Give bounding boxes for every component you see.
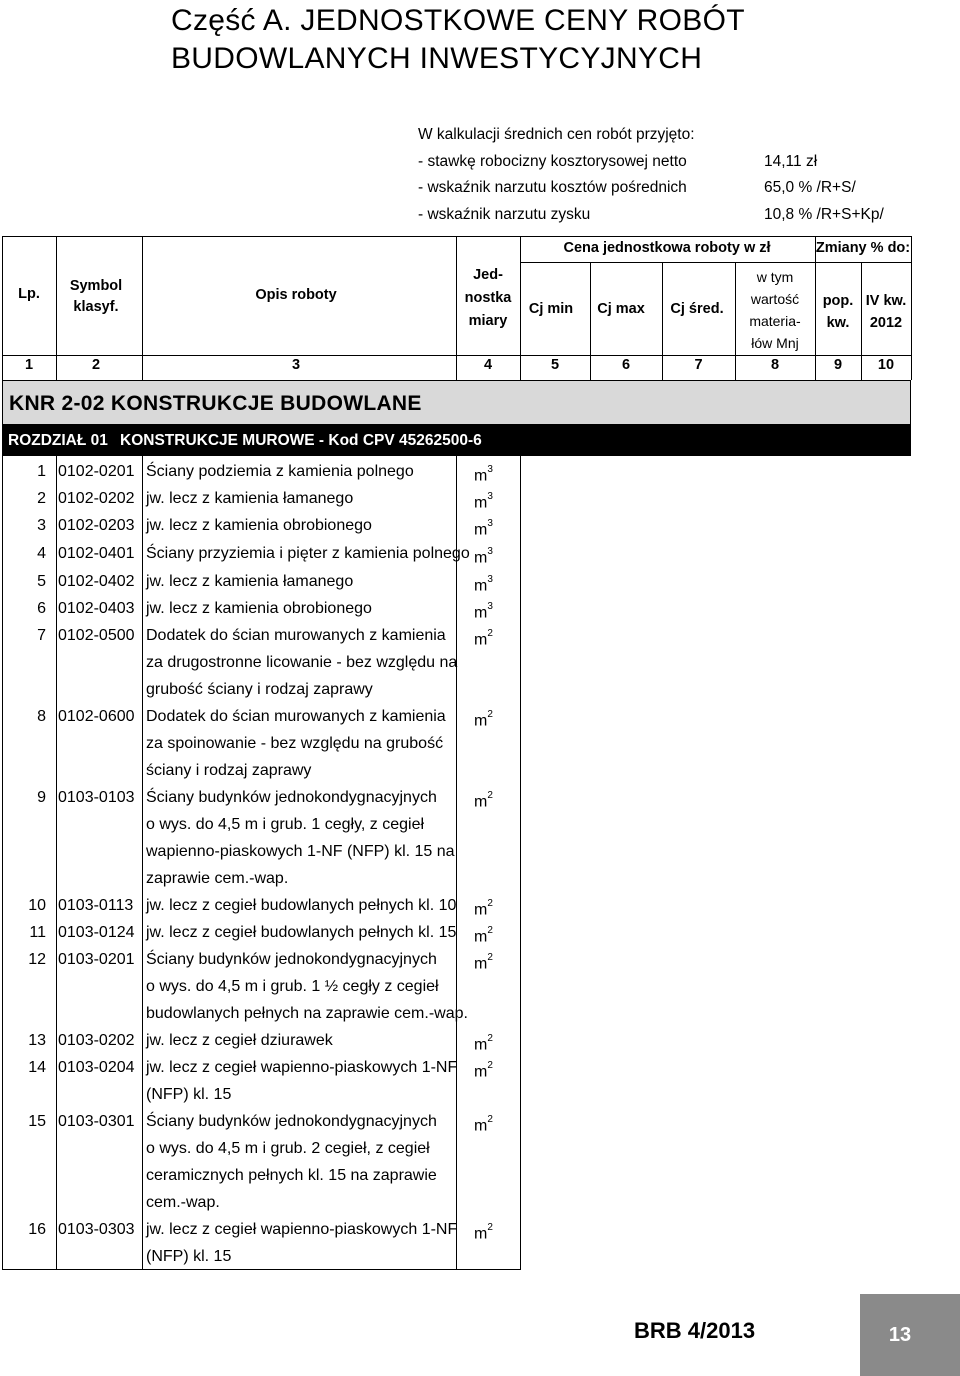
row-symbol: 0103-0113 bbox=[58, 897, 134, 914]
col-number: 9 bbox=[833, 357, 843, 373]
assumption-label: - stawkę robocizny kosztorysowej netto bbox=[418, 152, 687, 170]
row-symbol: 0102-0500 bbox=[58, 627, 135, 644]
row-unit: $m^3$ bbox=[474, 464, 493, 485]
row-description: za spoinowanie - bez względu na grubość bbox=[146, 735, 444, 752]
grid-line bbox=[2, 456, 3, 1270]
row-description: zaprawie cem.-wap. bbox=[146, 870, 289, 887]
row-symbol: 0103-0303 bbox=[58, 1221, 135, 1238]
row-symbol: 0102-0201 bbox=[58, 463, 135, 480]
row-symbol: 0103-0103 bbox=[58, 789, 135, 806]
row-description: za drugostronne licowanie - bez względu na bbox=[146, 654, 458, 671]
row-description: Dodatek do ścian murowanych z kamienia bbox=[146, 627, 446, 644]
grid-line bbox=[590, 262, 591, 380]
row-symbol: 0103-0201 bbox=[58, 951, 135, 968]
header-cj-min: Cj min bbox=[528, 301, 574, 317]
row-unit: $m^2$ bbox=[474, 1060, 493, 1081]
row-description: Ściany budynków jednokondygnacyjnych bbox=[146, 789, 437, 806]
row-description: o wys. do 4,5 m i grub. 2 cegieł, z cegieł bbox=[146, 1140, 430, 1157]
row-description: budowlanych pełnych na zaprawie cem.-wap. bbox=[146, 1005, 468, 1022]
page-number: 13 bbox=[888, 1324, 912, 1346]
row-description: jw. lecz z kamienia łamanego bbox=[146, 490, 354, 507]
row-unit: $m^2$ bbox=[474, 709, 493, 730]
row-description: wapienno-piaskowych 1-NF (NFP) kl. 15 na bbox=[146, 843, 455, 860]
row-lp: 2 bbox=[37, 490, 46, 507]
row-unit: $m^2$ bbox=[474, 628, 493, 649]
assumption-label: - wskaźnik narzutu kosztów pośrednich bbox=[418, 179, 687, 196]
col-number: 6 bbox=[621, 357, 631, 373]
row-symbol: 0102-0401 bbox=[58, 545, 135, 562]
grid-line bbox=[56, 236, 57, 380]
row-lp: 10 bbox=[28, 897, 46, 914]
row-description: jw. lecz z kamienia obrobionego bbox=[146, 600, 372, 617]
row-description: Ściany przyziemia i pięter z kamienia polnego bbox=[146, 545, 470, 562]
col-number: 1 bbox=[24, 357, 34, 373]
row-description: ceramicznych pełnych kl. 15 na zaprawie bbox=[146, 1167, 437, 1184]
chapter-title: KONSTRUKCJE MUROWE - Kod CPV 45262500-6 bbox=[120, 432, 482, 449]
row-description: Ściany podziemia z kamienia polnego bbox=[146, 463, 414, 480]
assumption-item bbox=[418, 202, 938, 229]
grid-line bbox=[520, 236, 521, 380]
row-symbol: 0102-0402 bbox=[58, 573, 135, 590]
assumption-value: 10,8 % /R+S+Kp/ bbox=[764, 205, 884, 223]
grid-line bbox=[861, 262, 862, 380]
row-description: jw. lecz z kamienia łamanego bbox=[146, 573, 354, 590]
row-unit: $m^3$ bbox=[474, 601, 493, 622]
col-number: 7 bbox=[694, 357, 703, 373]
assumption-value: 14,11 zł bbox=[764, 152, 818, 170]
row-description: Ściany budynków jednokondygnacyjnych bbox=[146, 951, 437, 968]
row-description: jw. lecz z kamienia obrobionego bbox=[146, 517, 372, 534]
grid-line bbox=[520, 456, 521, 1270]
header-iv-kw: IV kw. 2012 bbox=[865, 293, 907, 331]
header-cena-group: Cena jednostkowa roboty w zł bbox=[563, 240, 771, 256]
row-description: jw. lecz z cegieł budowlanych pełnych kl. 10 bbox=[146, 897, 457, 914]
row-unit: $m^3$ bbox=[474, 518, 493, 539]
assumptions-block bbox=[418, 122, 938, 228]
row-symbol: 0102-0600 bbox=[58, 708, 135, 725]
row-description: Dodatek do ścian murowanych z kamienia bbox=[146, 708, 446, 725]
grid-line bbox=[662, 262, 663, 380]
row-lp: 9 bbox=[37, 789, 46, 806]
row-symbol: 0102-0203 bbox=[58, 517, 135, 534]
row-lp: 3 bbox=[37, 517, 46, 534]
row-description: jw. lecz z cegieł dziurawek bbox=[146, 1032, 333, 1049]
col-number: 8 bbox=[770, 357, 780, 373]
row-description: jw. lecz z cegieł budowlanych pełnych kl. 15 bbox=[146, 924, 457, 941]
row-lp: 11 bbox=[29, 924, 46, 941]
col-number: 10 bbox=[877, 357, 895, 373]
row-symbol: 0103-0204 bbox=[58, 1059, 135, 1076]
grid-line bbox=[2, 236, 3, 380]
assumption-label: - wskaźnik narzutu zysku bbox=[418, 205, 591, 223]
row-lp: 8 bbox=[37, 708, 46, 725]
header-cj-sred: Cj śred. bbox=[670, 301, 724, 317]
grid-line bbox=[456, 456, 457, 1270]
header-lp: Lp. bbox=[18, 286, 40, 302]
row-symbol: 0102-0403 bbox=[58, 600, 135, 617]
chapter-code: ROZDZIAŁ 01 bbox=[8, 432, 108, 449]
header-opis: Opis roboty bbox=[255, 287, 337, 303]
row-description: o wys. do 4,5 m i grub. 1 ½ cegły z cegieł bbox=[146, 978, 439, 995]
row-symbol: 0103-0202 bbox=[58, 1032, 135, 1049]
grid-line bbox=[2, 1269, 521, 1270]
header-jm: Jed- nostka miary bbox=[464, 267, 512, 329]
row-description: jw. lecz z cegieł wapienno-piaskowych 1-NF bbox=[146, 1059, 458, 1076]
row-unit: $m^2$ bbox=[474, 790, 493, 811]
row-symbol: 0103-0124 bbox=[58, 924, 135, 941]
assumption-item bbox=[418, 149, 938, 176]
row-lp: 4 bbox=[37, 545, 46, 562]
row-lp: 7 bbox=[37, 627, 46, 644]
header-zmiany-group: Zmiany % do: bbox=[815, 240, 911, 256]
grid-line bbox=[142, 456, 143, 1270]
row-unit: $m^2$ bbox=[474, 952, 493, 973]
header-cj-max: Cj max bbox=[597, 301, 645, 317]
col-number: 5 bbox=[550, 357, 560, 373]
row-description: ściany i rodzaj zaprawy bbox=[146, 762, 312, 779]
row-description: jw. lecz z cegieł wapienno-piaskowych 1-NF bbox=[146, 1221, 458, 1238]
row-unit: $m^3$ bbox=[474, 491, 493, 512]
row-unit: $m^2$ bbox=[474, 1222, 493, 1243]
grid-line bbox=[520, 262, 912, 263]
row-description: cem.-wap. bbox=[146, 1194, 220, 1211]
row-unit: $m^2$ bbox=[474, 898, 493, 919]
row-lp: 12 bbox=[28, 951, 46, 968]
row-description: o wys. do 4,5 m i grub. 1 cegły, z cegieł bbox=[146, 816, 425, 833]
page-title: Część A. JEDNOSTKOWE CENY ROBÓT BUDOWLANYCH INWESTYCYJNYCH bbox=[171, 4, 745, 75]
row-description: Ściany budynków jednokondygnacyjnych bbox=[146, 1113, 437, 1130]
row-unit: $m^3$ bbox=[474, 574, 493, 595]
publication-label: BRB 4/2013 bbox=[634, 1318, 756, 1343]
row-unit: $m^3$ bbox=[474, 546, 493, 567]
row-description: grubość ściany i rodzaj zaprawy bbox=[146, 681, 373, 698]
row-lp: 6 bbox=[37, 600, 46, 617]
row-description: (NFP) kl. 15 bbox=[146, 1086, 232, 1103]
row-lp: 16 bbox=[28, 1221, 46, 1238]
row-lp: 15 bbox=[28, 1113, 46, 1130]
chapter-heading bbox=[2, 425, 911, 456]
header-w-tym: w tym wartość materia- łów Mnj bbox=[749, 269, 801, 351]
section-heading: KNR 2-02 KONSTRUKCJE BUDOWLANE bbox=[2, 380, 911, 425]
row-unit: $m^2$ bbox=[474, 925, 493, 946]
grid-line bbox=[911, 236, 912, 380]
assumption-item bbox=[418, 175, 938, 202]
assumption-value: 65,0 % /R+S/ bbox=[764, 179, 856, 196]
header-symbol: Symbol klasyf. bbox=[69, 278, 123, 315]
row-unit: $m^2$ bbox=[474, 1033, 493, 1054]
grid-line bbox=[456, 236, 457, 380]
col-number: 4 bbox=[483, 357, 493, 373]
row-description: (NFP) kl. 15 bbox=[146, 1248, 232, 1265]
row-unit: $m^2$ bbox=[474, 1114, 493, 1135]
row-symbol: 0103-0301 bbox=[58, 1113, 135, 1130]
row-lp: 1 bbox=[37, 463, 46, 480]
grid-line bbox=[142, 236, 143, 380]
header-pop-kw: pop. kw. bbox=[822, 293, 854, 331]
row-lp: 14 bbox=[28, 1059, 46, 1076]
col-number: 2 bbox=[91, 357, 101, 373]
row-lp: 13 bbox=[28, 1032, 46, 1049]
assumptions-heading: W kalkulacji średnich cen robót przyjęto: bbox=[418, 126, 695, 143]
row-lp: 5 bbox=[37, 573, 46, 590]
grid-line bbox=[815, 236, 816, 380]
grid-line bbox=[735, 262, 736, 380]
col-number: 3 bbox=[291, 357, 301, 373]
row-symbol: 0102-0202 bbox=[58, 490, 135, 507]
